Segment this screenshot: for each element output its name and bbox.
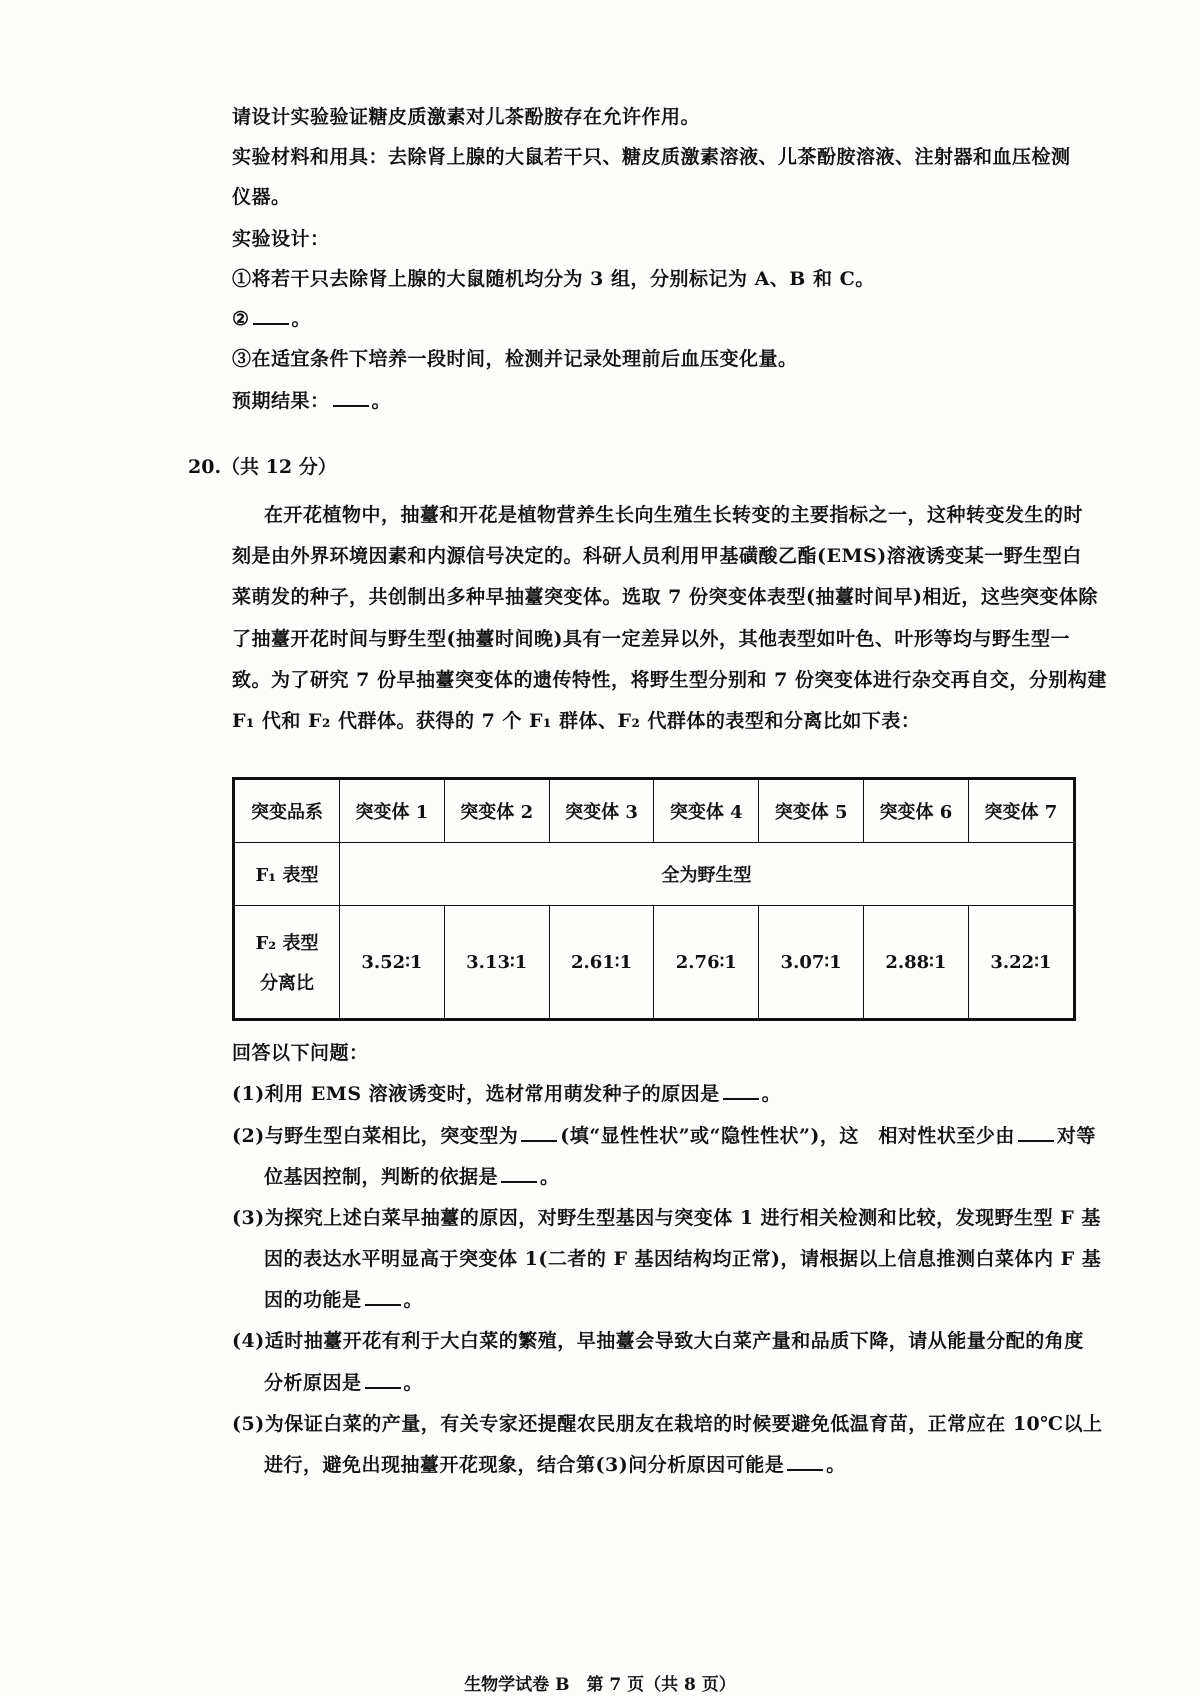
table-header-cell: 突变体 3 <box>549 779 654 843</box>
answer-blank <box>253 322 289 325</box>
sub-question-3-end: 因的功能是 。 <box>264 1289 424 1311</box>
sub-question-text: (1)利用 EMS 溶液诱变时，选材常用萌发种子的原因是 <box>232 1083 720 1105</box>
table-cell: 2.88∶1 <box>863 906 968 1020</box>
table-cell: 3.22∶1 <box>968 906 1074 1020</box>
page-footer: 生物学试卷 B 第 7 页（共 8 页） <box>464 1675 736 1695</box>
expected-result-label: 预期结果： <box>232 390 330 412</box>
table-row <box>234 906 1075 1020</box>
table-cell: 3.13∶1 <box>444 906 549 1020</box>
sub-question-2-cont: 位基因控制，判断的依据是 。 <box>264 1166 560 1188</box>
text-line: 回答以下问题： <box>232 1042 369 1064</box>
answer-blank <box>501 1180 537 1183</box>
table-header-cell: 突变体 1 <box>340 779 445 843</box>
table-row <box>234 843 1075 906</box>
answer-blank <box>723 1097 759 1100</box>
answer-blank <box>365 1303 401 1306</box>
expected-result-line: 预期结果： 。 <box>232 390 392 412</box>
text-line: ①将若干只去除肾上腺的大鼠随机均分为 3 组，分别标记为 A、B 和 C。 <box>232 268 875 290</box>
sub-question-text: 位基因控制，判断的依据是 <box>264 1166 499 1188</box>
answer-blank <box>333 404 369 407</box>
table-cell: 2.76∶1 <box>654 906 759 1020</box>
sub-question-text: 因的功能是 <box>264 1289 362 1311</box>
table-row-label-line: 分离比 <box>260 973 314 994</box>
table-cell: 全为野生型 <box>340 843 1075 906</box>
sub-question-5: (5)为保证白菜的产量，有关专家还提醒农民朋友在栽培的时候要避免低温育苗，正常应在 10℃以上 <box>232 1413 1103 1435</box>
table-header-cell: 突变体 7 <box>968 779 1074 843</box>
text-line: 实验设计： <box>232 228 330 250</box>
paragraph-line: 了抽薹开花时间与野生型(抽薹时间晚)具有一定差异以外，其他表型如叶色、叶形等均与野生型一 <box>232 628 1070 650</box>
table-header-cell: 突变体 5 <box>759 779 864 843</box>
question-header: 20.（共 12 分） <box>188 456 337 478</box>
step-2-line: ② 。 <box>232 308 312 330</box>
sub-question-text: (填“显性性状”或“隐性性状”)，这 相对性状至少由 <box>560 1125 1015 1147</box>
sub-question-4-end: 分析原因是 。 <box>264 1372 424 1394</box>
sub-question-text: 进行，避免出现抽薹开花现象，结合第(3)问分析原因可能是 <box>264 1454 785 1476</box>
paragraph-line: 刻是由外界环境因素和内源信号决定的。科研人员利用甲基磺酸乙酯(EMS)溶液诱变某一野生型白 <box>232 545 1082 567</box>
step-2-label: ② <box>232 308 250 330</box>
sub-question-5-end: 进行，避免出现抽薹开花现象，结合第(3)问分析原因可能是 。 <box>264 1454 846 1476</box>
sub-question-4: (4)适时抽薹开花有利于大白菜的繁殖，早抽薹会导致大白菜产量和品质下降，请从能量分配的角度 <box>232 1330 1084 1352</box>
table-header-cell: 突变体 6 <box>863 779 968 843</box>
sub-question-3: (3)为探究上述白菜早抽薹的原因，对野生型基因与突变体 1 进行相关检测和比较，发现野生型 F 基 <box>232 1207 1101 1229</box>
paragraph-line: 致。为了研究 7 份早抽薹突变体的遗传特性，将野生型分别和 7 份突变体进行杂交再自交，分别构建 <box>232 669 1107 691</box>
text-line: 实验材料和用具：去除肾上腺的大鼠若干只、糖皮质激素溶液、儿茶酚胺溶液、注射器和血压检测 <box>232 146 1071 168</box>
answer-blank <box>1018 1139 1054 1142</box>
answer-blank <box>521 1139 557 1142</box>
text-line: 仪器。 <box>232 186 291 208</box>
table-row-label: F₁ 表型 <box>234 843 340 906</box>
table-header-cell: 突变体 4 <box>654 779 759 843</box>
sub-question-1: (1)利用 EMS 溶液诱变时，选材常用萌发种子的原因是 。 <box>232 1083 782 1105</box>
table-row-label <box>234 906 340 1020</box>
text-line: ③在适宜条件下培养一段时间，检测并记录处理前后血压变化量。 <box>232 348 798 370</box>
sub-question-text: 分析原因是 <box>264 1372 362 1394</box>
text-line: 请设计实验验证糖皮质激素对儿茶酚胺存在允许作用。 <box>232 106 701 128</box>
paragraph-line: 菜萌发的种子，共创制出多种早抽薹突变体。选取 7 份突变体表型(抽薹时间早)相近，这些突变体除 <box>232 586 1098 608</box>
results-table <box>232 777 1076 1021</box>
answer-blank <box>365 1386 401 1389</box>
table-cell: 3.52∶1 <box>340 906 445 1020</box>
table-cell: 3.07∶1 <box>759 906 864 1020</box>
paragraph-line: 在开花植物中，抽薹和开花是植物营养生长向生殖生长转变的主要指标之一，这种转变发生的时 <box>264 504 1084 526</box>
paragraph-line: F₁ 代和 F₂ 代群体。获得的 7 个 F₁ 群体、F₂ 代群体的表型和分离比如下表： <box>232 710 921 732</box>
table-row-label-line: F₂ 表型 <box>255 933 319 954</box>
sub-question-3-cont: 因的表达水平明显高于突变体 1(二者的 F 基因结构均正常)，请根据以上信息推测白菜体内 F 基 <box>264 1248 1102 1270</box>
sub-question-2 <box>232 1121 1096 1148</box>
table-header-cell: 突变体 2 <box>444 779 549 843</box>
table-header-cell: 突变品系 <box>234 779 340 843</box>
answer-blank <box>787 1468 823 1471</box>
sub-question-text: 对等 <box>1056 1125 1096 1147</box>
table-header-row <box>234 779 1075 843</box>
sub-question-text: (2)与野生型白菜相比，突变型为 <box>232 1125 519 1147</box>
table-cell: 2.61∶1 <box>549 906 654 1020</box>
